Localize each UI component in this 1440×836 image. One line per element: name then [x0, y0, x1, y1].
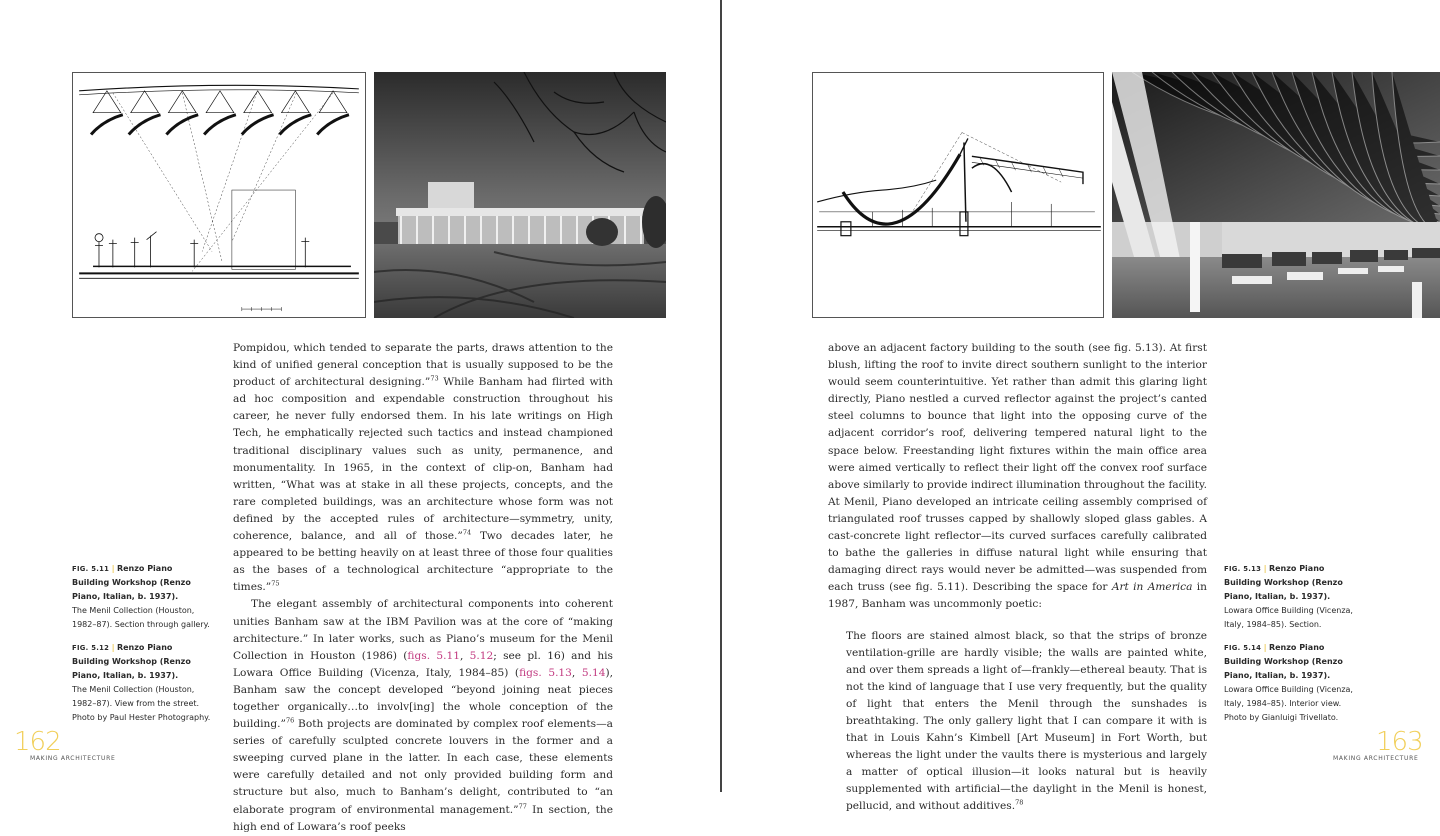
caption-maker: Renzo Piano Building Workshop (Renzo Piano, Italian, b. 1937). — [1224, 643, 1343, 680]
menil-photo-svg — [374, 72, 666, 318]
fig-5-13-lowara-section-drawing — [812, 72, 1104, 318]
caption-fig-5-14: FIG. 5.14 | Renzo Piano Building Workshop (Renzo Piano, Italian, b. 1937). Lowara Office Building (Vicenza, Italy, 1984–85). Interior view. Photo by Gianluigi Trivellato. — [1224, 643, 1353, 722]
figure-ref-link[interactable]: figs. 5.13 — [519, 666, 572, 679]
right-body-text — [828, 340, 1207, 816]
figure-ref-link[interactable]: figs. 5.11 — [407, 649, 460, 662]
caption-fig-number: FIG. 5.14 — [1224, 644, 1262, 652]
caption-description: The Menil Collection (Houston, 1982–87). Section through gallery. — [72, 606, 210, 629]
caption-maker: Renzo Piano Building Workshop (Renzo Piano, Italian, b. 1937). — [72, 564, 191, 601]
right-captions — [1224, 562, 1364, 734]
block-quote: The floors are stained almost black, so that the strips of bronze ventilation-grille are hardly visible; the walls are painted white, and over them spreads a light of—frankly—ethereal beauty. That is not the kind of language that I use very frequently, but the quality of light that enters the Menil through the sunshades is breathtaking. The only gallery light that I can compare it with is that in Louis Kahn’s Kimbell [Art Museum] in Fort Worth, but whereas the light under the vaults there is mysterious and largely a matter of optical illusion—it looks natural but is heavily supplemented with artificial—the daylight in the Menil is honest, pellucid, and without additives.$^{78}$ — [846, 629, 1207, 813]
right-running-head: MAKING ARCHITECTURE — [1333, 755, 1419, 762]
note-ref: 76 — [285, 716, 295, 725]
note-ref: 73 — [430, 374, 439, 383]
figure-ref-link[interactable]: 5.12 — [469, 649, 494, 662]
note-ref: 78 — [1015, 798, 1024, 807]
left-running-head: MAKING ARCHITECTURE — [30, 755, 116, 762]
right-paragraph-1: above an adjacent factory building to the south (see fig. 5.13). At first blush, lifting the roof to invite direct southern sunlight to the interior would seem counterintuitive. Yet rather than admit this glaring light directly, Piano nestled a curved reflector against the project’s canted steel columns to bounce that light into the opposing curve of the adjacent corridor’s roof, delivering tempered natural light to the space below. Freestanding light fixtures within the main office area were aimed vertically to reflect their light off the convex roof surface above similarly to provide indirect illumination throughout the facility. At Menil, Piano developed an intricate ceiling assembly comprised of triangulated roof trusses capped by shallowly sloped glass gables. A cast-concrete light reflector—its curved surfaces carefully calibrated to bathe the galleries in diffuse natural light while ensuring that damaging direct rays would never be admitted—was suspended from each truss (see fig. 5.11). Describing the space for Art in America in 1987, Banham was uncommonly poetic: — [828, 342, 1207, 611]
fig-5-12-menil-street-photo — [374, 72, 666, 318]
note-ref: 74 — [462, 528, 472, 537]
figure-ref-link[interactable]: 5.14 — [581, 666, 606, 679]
note-ref: 77 — [518, 802, 527, 810]
caption-fig-number: FIG. 5.13 — [1224, 565, 1262, 573]
left-paragraph-2: The elegant assembly of architectural components into coherent unities Banham saw at the IBM Pavilion was at the core of “making architecture.” In later works, such as Piano’s museum for the Menil Collection in Houston (1986) (figs. 5.11, 5.12; see pl. 16) and his Lowara Office Building (Vicenza, Italy, 1984–85) (figs. 5.13, 5.14), Banham saw the concept developed “beyond joining neat pieces together organically…to involv[ing] the whole conception of the building.”$^{76}$ Both projects are dominated by complex roof elements—a series of carefully sculpted concrete louvers in the former and a sweeping curved plane in the latter. In each case, these elements were carefully detailed and not only provided building form and structure but also, much to Banham’s delight, contributed to “an elaborate program of environmental management.”$^{77}$ In section, the high end of Lowara’s roof peeks — [233, 598, 614, 833]
lowara-section-svg — [813, 73, 1103, 317]
left-page — [0, 0, 720, 833]
caption-maker: Renzo Piano Building Workshop (Renzo Piano, Italian, b. 1937). — [72, 643, 191, 680]
caption-fig-number: FIG. 5.11 — [72, 565, 110, 573]
caption-description: Lowara Office Building (Vicenza, Italy, 1984–85). Section. — [1224, 606, 1353, 629]
caption-description: Lowara Office Building (Vicenza, Italy, 1984–85). Interior view. Photo by Gianluigi Trivellato. — [1224, 685, 1353, 722]
caption-fig-5-13: FIG. 5.13 | Renzo Piano Building Workshop (Renzo Piano, Italian, b. 1937). Lowara Office Building (Vicenza, Italy, 1984–85). Section. — [1224, 564, 1353, 629]
lowara-photo-svg — [1112, 72, 1440, 318]
right-page-number: 163 — [1376, 727, 1423, 757]
left-page-number: 162 — [14, 727, 61, 757]
left-body-text — [233, 340, 613, 836]
caption-maker: Renzo Piano Building Workshop (Renzo Piano, Italian, b. 1937). — [1224, 564, 1343, 601]
fig-5-14-lowara-interior-photo — [1112, 72, 1440, 318]
caption-fig-5-12: FIG. 5.12 | Renzo Piano Building Workshop (Renzo Piano, Italian, b. 1937). The Menil Collection (Houston, 1982–87). View from the street. Photo by Paul Hester Photography. — [72, 643, 211, 722]
note-ref: 75 — [271, 579, 280, 588]
fig-5-11-menil-section-drawing — [72, 72, 366, 318]
right-page — [722, 0, 1440, 813]
caption-fig-5-11: FIG. 5.11 | Renzo Piano Building Workshop (Renzo Piano, Italian, b. 1937). The Menil Collection (Houston, 1982–87). Section through gallery. — [72, 564, 210, 629]
left-captions — [72, 562, 212, 734]
caption-description: The Menil Collection (Houston, 1982–87). View from the street. Photo by Paul Hester Photography. — [72, 685, 211, 722]
italic-title: Art in America — [1111, 581, 1193, 594]
left-paragraph-1: Pompidou, which tended to separate the parts, draws attention to the kind of unified general conception that is usually supposed to be the product of architectural designing.”$^{73}$ While Banham had flirted with ad hoc composition and expendable construction throughout his career, he never fully endorsed them. In his late writings on High Tech, he emphatically rejected such tactics and instead championed traditional disciplinary values such as unity, permanence, and monumentality. In 1965, in the context of clip-on, Banham had written, “What was at stake in all these projects, concepts, and the rare completed buildings, was an architecture whose form was not defined by the accepted rules of architecture—symmetry, unity, coherence, balance, and all of those.”$^{74}$ Two decades later, he appeared to be betting heavily on at least three of those four qualities as the bases of a technological architecture “appropriate to the times.”$^{75}$ — [233, 342, 614, 594]
menil-section-svg — [73, 73, 365, 317]
caption-fig-number: FIG. 5.12 — [72, 644, 110, 652]
